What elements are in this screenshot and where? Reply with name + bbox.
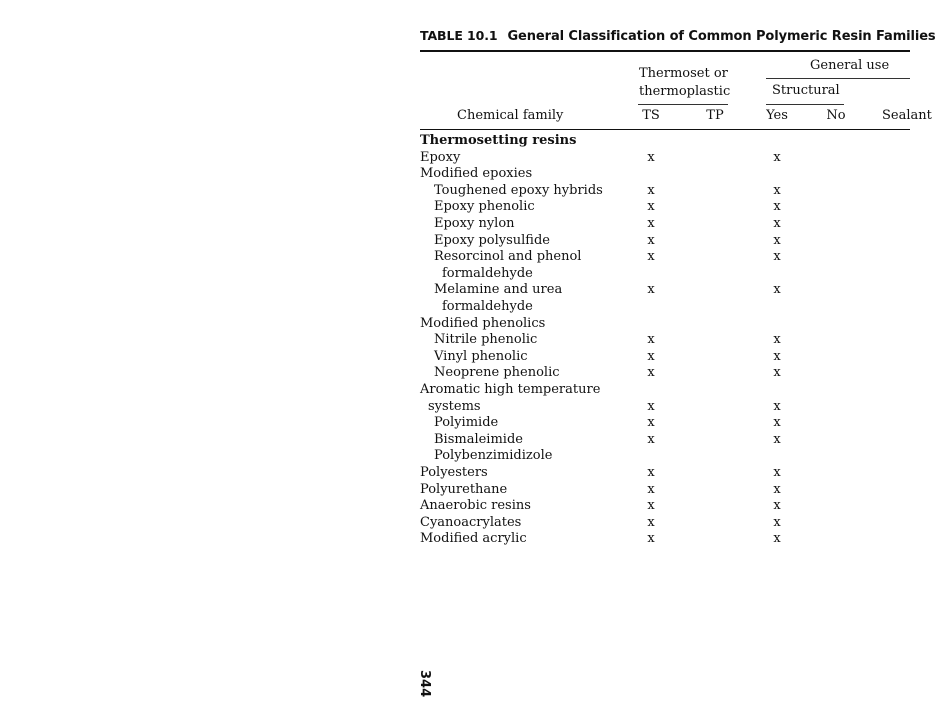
row-label: Thermosetting resins [420, 133, 577, 148]
ts-mark: x [647, 182, 655, 198]
row-label: Cyanoacrylates [420, 514, 522, 530]
header-yes: Yes [766, 108, 788, 123]
row-label: Epoxy [420, 149, 461, 165]
row-label: Modified acrylic [420, 531, 527, 547]
structural-underline [766, 104, 844, 105]
header-ts: TS [642, 108, 660, 123]
ts-mark: x [647, 514, 655, 530]
header-chemical-family: Chemical family [457, 108, 564, 123]
page-number: 344 [417, 670, 432, 698]
ts-mark: x [647, 481, 655, 497]
row-label: formaldehyde [442, 299, 533, 314]
header-rule [420, 129, 910, 130]
row-label: Toughened epoxy hybrids [434, 182, 603, 198]
header-tp: TP [706, 108, 724, 123]
ts-mark: x [647, 348, 655, 364]
row-label: Melamine and urea [434, 282, 563, 298]
ts-mark: x [647, 149, 655, 165]
row-label: Polyimide [434, 415, 499, 431]
row-label: Anaerobic resins [420, 498, 531, 514]
yes-mark: x [773, 249, 781, 265]
yes-mark: x [773, 514, 781, 530]
row-label: Epoxy phenolic [434, 199, 535, 215]
yes-mark: x [773, 216, 781, 231]
row-label: Polyurethane [420, 481, 508, 497]
row-label: Bismaleimide [434, 431, 523, 447]
header-thermo-line1: Thermoset or [639, 66, 728, 81]
yes-mark: x [773, 348, 781, 364]
row-label: Resorcinol and phenol [434, 249, 582, 265]
ts-mark: x [647, 216, 655, 231]
header-general-use: General use [810, 58, 890, 73]
row-label: Modified epoxies [420, 166, 533, 182]
table-title: General Classification of Common Polymeric Resin Families [507, 29, 936, 44]
header-sealant: Sealant [882, 108, 932, 123]
ts-mark: x [647, 282, 655, 298]
thermo-underline [638, 104, 728, 105]
row-label: systems [428, 398, 481, 414]
ts-mark: x [647, 465, 655, 480]
row-label: Nitrile phenolic [434, 332, 538, 348]
row-label: Vinyl phenolic [434, 348, 528, 364]
row-label: Polybenzimidizole [434, 448, 553, 464]
header-structural: Structural [772, 83, 840, 98]
row-label: Polyesters [420, 465, 488, 480]
yes-mark: x [773, 465, 781, 480]
yes-mark: x [773, 398, 781, 414]
ts-mark: x [647, 498, 655, 514]
yes-mark: x [773, 149, 781, 165]
row-label: Aromatic high temperature [420, 382, 601, 397]
row-label: Epoxy polysulfide [434, 232, 550, 248]
ts-mark: x [647, 531, 655, 547]
row-label: Neoprene phenolic [434, 365, 560, 381]
yes-mark: x [773, 232, 781, 248]
yes-mark: x [773, 182, 781, 198]
ts-mark: x [647, 332, 655, 348]
row-label: Epoxy nylon [434, 216, 515, 231]
yes-mark: x [773, 365, 781, 381]
yes-mark: x [773, 498, 781, 514]
top-rule [420, 50, 910, 52]
yes-mark: x [773, 481, 781, 497]
ts-mark: x [647, 365, 655, 381]
ts-mark: x [647, 232, 655, 248]
yes-mark: x [773, 282, 781, 298]
yes-mark: x [773, 199, 781, 215]
ts-mark: x [647, 415, 655, 431]
ts-mark: x [647, 199, 655, 215]
ts-mark: x [647, 398, 655, 414]
ts-mark: x [647, 431, 655, 447]
row-label: Modified phenolics [420, 315, 546, 331]
yes-mark: x [773, 431, 781, 447]
yes-mark: x [773, 531, 781, 547]
table-number: TABLE 10.1 [420, 28, 498, 43]
general-use-underline [766, 78, 910, 79]
header-no: No [826, 108, 846, 123]
table-caption [420, 28, 936, 44]
row-label: formaldehyde [442, 265, 533, 281]
ts-mark: x [647, 249, 655, 265]
yes-mark: x [773, 332, 781, 348]
header-thermo-line2: thermoplastic [639, 84, 731, 99]
yes-mark: x [773, 415, 781, 431]
